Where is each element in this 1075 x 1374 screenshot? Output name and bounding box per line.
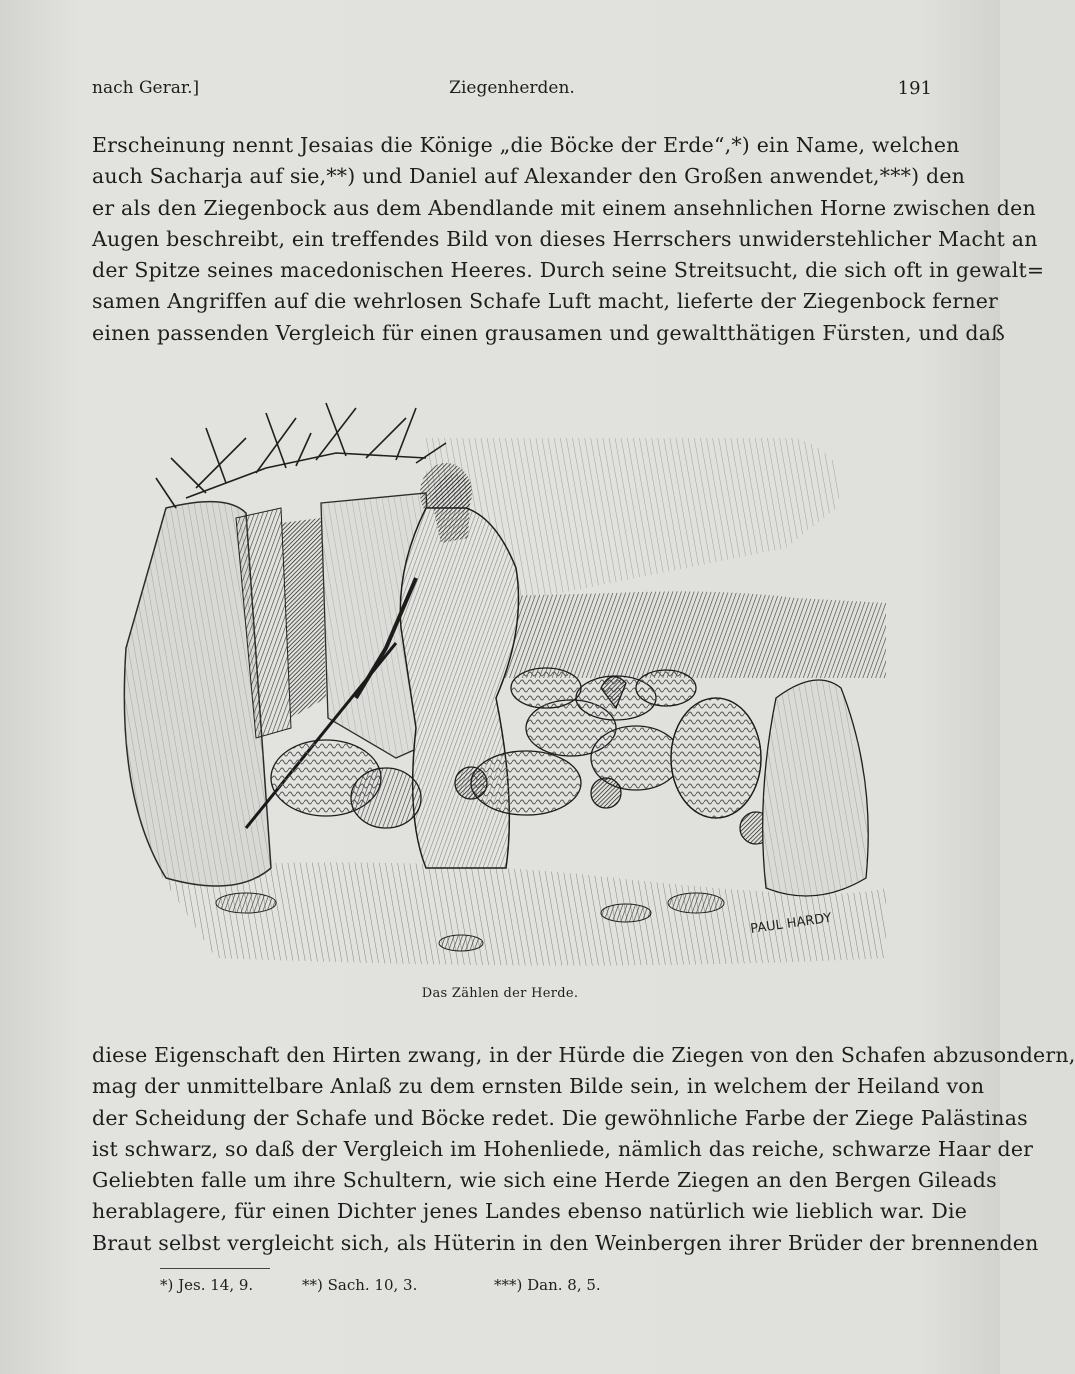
text-line: einen passenden Vergleich für einen grausamen und gewaltthätigen Fürsten, und daß	[92, 320, 1006, 345]
text-line: Geliebten falle um ihre Schultern, wie sich eine Herde Ziegen an den Bergen Gileads	[92, 1168, 997, 1193]
footnote: *) Jes. 14, 9.	[160, 1276, 254, 1294]
text-line: der Scheidung der Schafe und Böcke redet. Die gewöhnliche Farbe der Ziege Palästinas	[92, 1105, 1028, 1130]
artist-signature: PAUL HARDY	[749, 910, 833, 937]
footnote-rule	[160, 1268, 270, 1269]
footnote: ***) Dan. 8, 5.	[494, 1276, 601, 1294]
text-line: Erscheinung nennt Jesaias die Könige „die Böcke der Erde“,*) ein Name, welchen	[92, 133, 960, 157]
text-line: auch Sacharja auf sie,**) und Daniel auf Alexander den Großen anwendet,***) den	[92, 164, 966, 189]
text-line: mag der unmittelbare Anlaß zu dem ernsten Bilde sein, in welchem der Heiland von	[92, 1074, 985, 1099]
footnote: **) Sach. 10, 3.	[302, 1276, 418, 1294]
text-line: diese Eigenschaft den Hirten zwang, in der Hürde die Ziegen von den Schafen abzusondern,	[92, 1043, 1075, 1067]
paragraph-top	[92, 130, 1045, 349]
text-line: samen Angriffen auf die wehrlosen Schafe Luft macht, lieferte der Ziegenbock ferner	[92, 289, 999, 314]
header-left: nach Gerar.]	[92, 78, 200, 98]
text-line: Braut selbst vergleicht sich, als Hüterin in den Weinbergen ihrer Brüder der brennenden	[92, 1230, 1039, 1255]
figure-caption: Das Zählen der Herde.	[421, 986, 579, 1001]
brushwood-roof	[156, 403, 446, 508]
running-header	[92, 78, 932, 104]
text-line: Augen beschreibt, ein treffendes Bild von dieses Herrschers unwiderstehlicher Macht an	[92, 226, 1038, 251]
text-line: herablagere, für einen Dichter jenes Landes ebenso natürlich wie lieblich war. Die	[92, 1199, 968, 1224]
text-line: der Spitze seines macedonischen Heeres. Durch seine Streitsucht, die sich oft in gewalt=	[92, 258, 1045, 283]
page-number: 191	[897, 78, 932, 99]
text-line: er als den Ziegenbock aus dem Abendlande mit einem ansehnlichen Horne zwischen den	[92, 195, 1036, 220]
engraving-illustration	[96, 398, 896, 978]
paragraph-bottom	[92, 1040, 1075, 1259]
text-line: ist schwarz, so daß der Vergleich im Hohenliede, nämlich das reiche, schwarze Haar der	[92, 1136, 1034, 1161]
header-title: Ziegenherden.	[449, 78, 575, 98]
